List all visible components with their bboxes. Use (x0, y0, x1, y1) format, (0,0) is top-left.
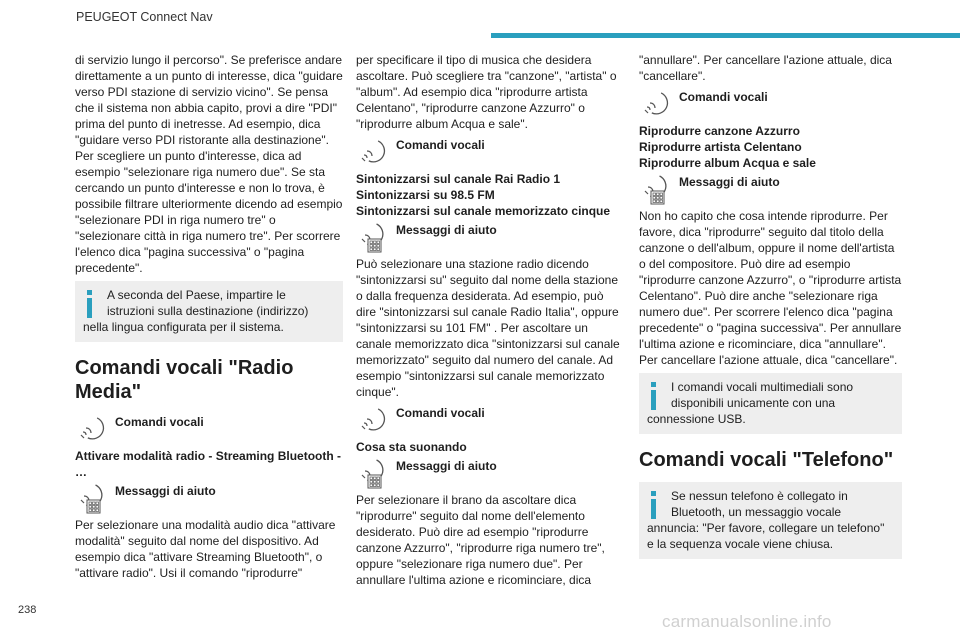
subheading-label: Comandi vocali (396, 138, 485, 152)
subheading-label: Comandi vocali (679, 90, 768, 104)
paragraph: per specificare il tipo di musica che desidera ascoltare. Può scegliere tra "canzone", "artista" o "album". Ad esempio dica "riprodurre artista Celentano", "riprodurre canzone Azzurro" o "riprodurre album Acqua e sale". (356, 53, 617, 131)
subheading-help-messages (356, 222, 626, 254)
info-box (639, 373, 902, 434)
column-1 (75, 52, 343, 586)
info-text: I comandi vocali multimediali sono disponibili unicamente con una connessione USB. (647, 380, 854, 426)
voice-command-text: Sintonizzarsi sul canale Rai Radio 1 Sintonizzarsi su 98.5 FM Sintonizzarsi sul canale memorizzato cinque (356, 172, 611, 218)
voice-command-text: Riprodurre canzone Azzurro Riprodurre artista Celentano Riprodurre album Acqua e sale (639, 124, 816, 170)
voice-command-text: Attivare modalità radio - Streaming Bluetooth - … (75, 449, 342, 479)
paragraph: Non ho capito che cosa intende riprodurre. Per favore, dica "riprodurre" seguito dal titolo della canzone o dell'album, oppure il nome dell'artista o del compositore. Può dire ad esempio "riprodurre canzone Azzurro", o "riprodurre artista Celentano". Può dire anche "selezionare riga numero due". Per scorrere l'elenco dica "pagina precedente" o "pagina successiva". Per annullare l'ultima azione e ricominciare, dica "annullare". Per cancellare l'azione attuale, dica "cancellare". (639, 209, 902, 367)
info-text: A seconda del Paese, impartire le istruzioni sulla destinazione (indirizzo) nella lingua configurata per il sistema. (83, 288, 309, 334)
subheading-label: Comandi vocali (396, 406, 485, 420)
subheading-voice-commands (356, 405, 626, 437)
watermark: carmanualsonline.info (662, 612, 832, 631)
info-box (75, 281, 343, 342)
subheading-label: Messaggi di aiuto (679, 175, 780, 189)
header-title: PEUGEOT Connect Nav (76, 10, 213, 24)
paragraph: Per selezionare una modalità audio dica "attivare modalità" seguito dal nome del dispositivo. Ad esempio dica "attivare Streaming Bluetooth", o "attivare radio". Usi il comando "riprodurre" (75, 518, 336, 580)
info-text: Se nessun telefono è collegato in Bluetooth, un messaggio vocale annuncia: "Per favore, collegare un telefono" e la sequenza vocale viene chiusa. (647, 489, 885, 551)
column-3 (639, 52, 902, 573)
subheading-label: Messaggi di aiuto (396, 223, 497, 237)
paragraph: Può selezionare una stazione radio dicendo "sintonizzarsi su" seguito dal nome della stazione o dalla frequenza desiderata. Ad esempio, può dire "sintonizzarsi sul canale Radio Italia", oppure "sintonizzarsi su 101 FM" . Per ascoltare un canale memorizzato dica "sintonizzarsi sul canale memorizzato" seguito dal numero del canale. Ad esempio "sintonizzarsi sul canale memorizzato cinque". (356, 257, 620, 399)
help-message-icon (356, 458, 396, 490)
voice-command-icon (356, 405, 396, 437)
column-2 (356, 52, 626, 593)
subheading-voice-commands (75, 414, 343, 446)
page-header (0, 0, 960, 40)
info-box (639, 482, 902, 559)
subheading-voice-commands (639, 89, 902, 121)
voice-command-icon (75, 414, 115, 446)
subheading-label: Messaggi di aiuto (115, 484, 216, 498)
help-message-icon (356, 222, 396, 254)
subheading-help-messages (75, 483, 343, 515)
info-icon (647, 382, 661, 410)
subheading-help-messages (356, 458, 626, 490)
voice-command-text: Cosa sta suonando (356, 440, 467, 454)
voice-command-icon (639, 89, 679, 121)
subheading-label: Comandi vocali (115, 415, 204, 429)
header-accent-bar (491, 33, 960, 38)
info-icon (647, 491, 661, 519)
info-icon (83, 290, 97, 318)
paragraph: "annullare". Per cancellare l'azione attuale, dica "cancellare". (639, 53, 892, 83)
section-title: Comandi vocali "Radio Media" (75, 357, 294, 403)
voice-command-icon (356, 137, 396, 169)
page-number: 238 (18, 604, 37, 616)
section-title: Comandi vocali "Telefono" (639, 449, 894, 471)
help-message-icon (75, 483, 115, 515)
subheading-help-messages (639, 174, 902, 206)
help-message-icon (639, 174, 679, 206)
paragraph: Per selezionare il brano da ascoltare dica "riprodurre" seguito dal nome dell'elemento desiderato. Può dire ad esempio "riprodurre canzone Azzurro", "riprodurre riga numero tre", oppure "selezionare riga numero due". Per annullare l'ultima azione e ricominciare, dica (356, 493, 605, 587)
subheading-voice-commands (356, 137, 626, 169)
paragraph: di servizio lungo il percorso". Se preferisce andare direttamente a un punto di interesse, dica "guidare verso PDI stazione di servizio vicino". Se pensa che il sistema non abbia capito, provi a dire "PDI" prima del punto di inetresse. Ad esempio, dica "guidare verso PDI ristorante alla destinazione". Per scegliere un punto d'interesse, dica ad esempio "selezionare riga numero due". Se sta cercando un punto d'interesse e non lo trova, è possibile filtrare ulteriormente dicendo ad esempio "selezionare PDI in riga numero tre" o "selezionare città in riga numero tre". Per scorrere l'elenco dica "pagina successiva" o "pagina precedente". (75, 53, 343, 275)
subheading-label: Messaggi di aiuto (396, 459, 497, 473)
